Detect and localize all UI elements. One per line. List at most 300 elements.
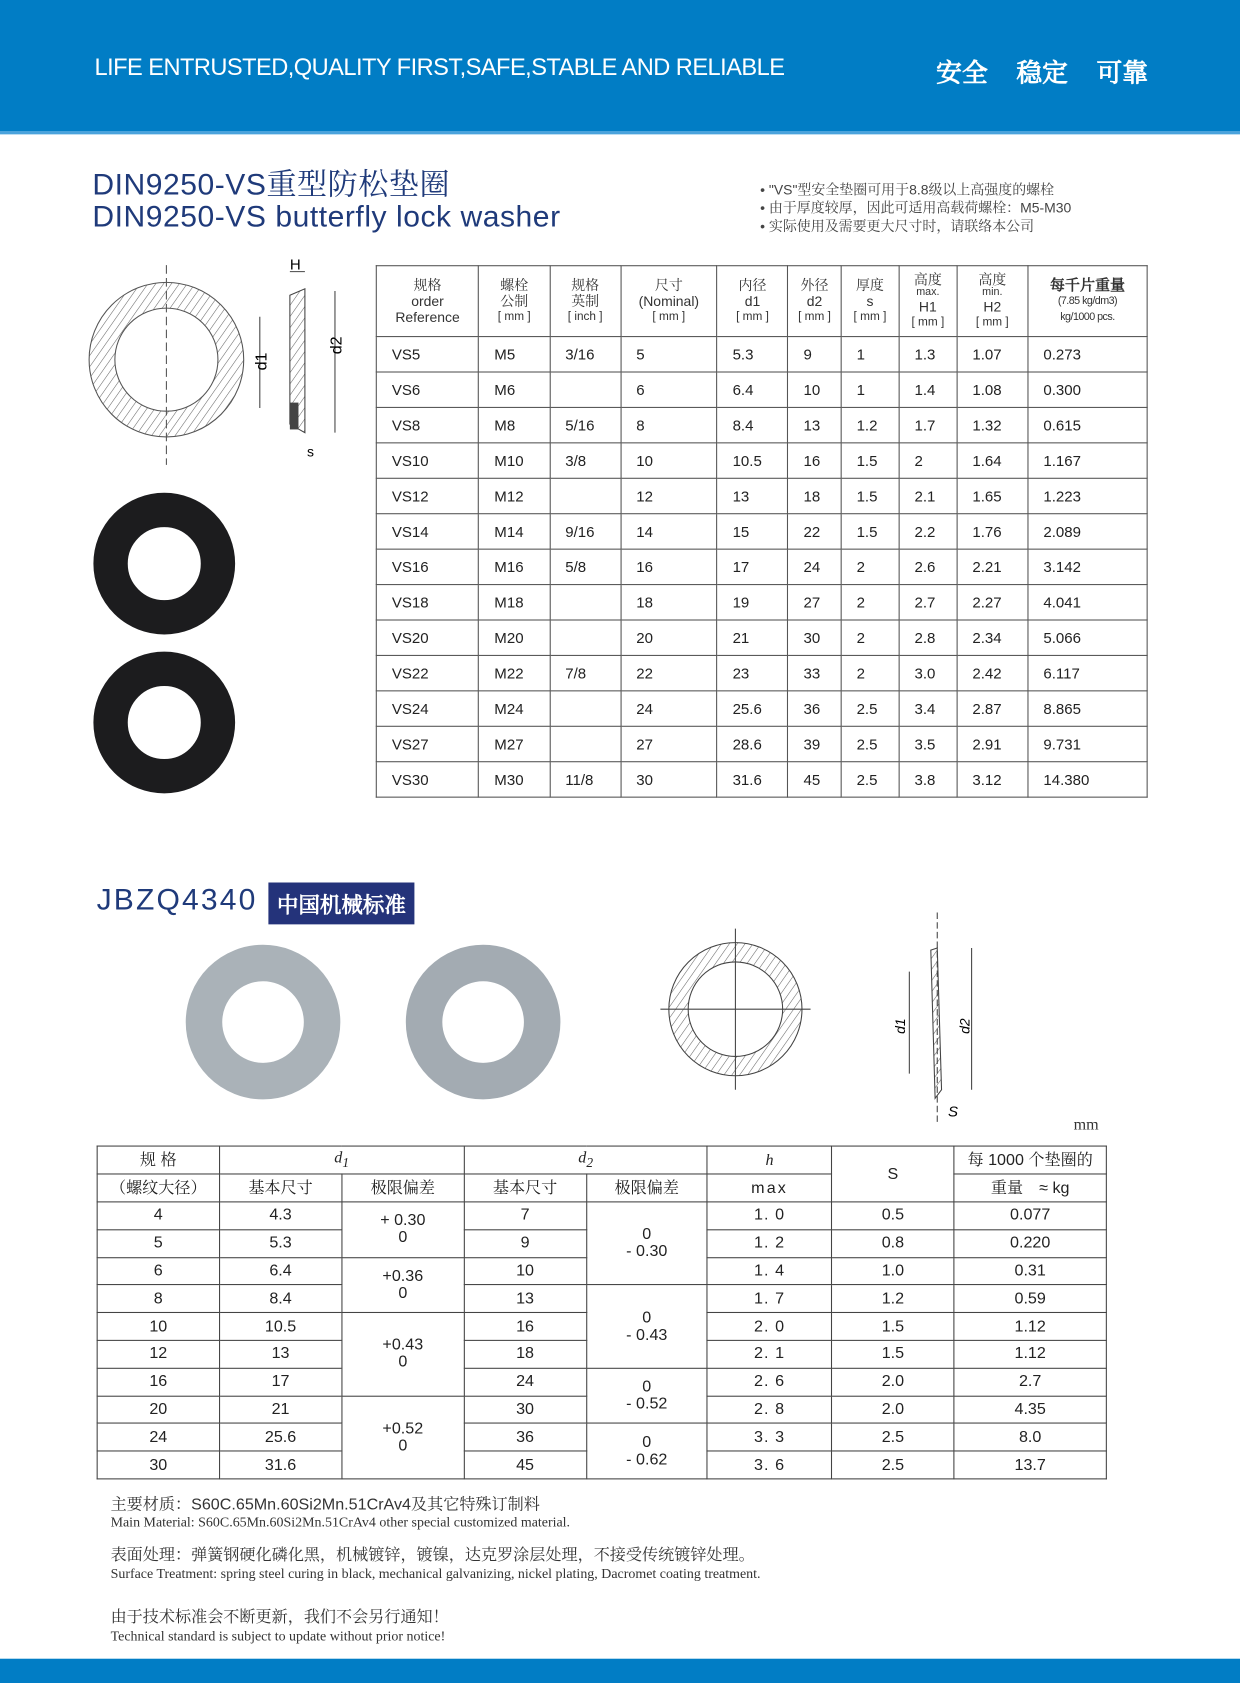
table-cell: M14: [479, 514, 550, 549]
d1-tolerance-cell: [342, 1202, 464, 1257]
s-cell: 2.0: [832, 1396, 954, 1424]
header-line: 公制: [500, 293, 529, 310]
d1-basic-cell: 13: [219, 1340, 341, 1368]
table-cell: 18: [788, 478, 841, 513]
header-line: 规格: [571, 276, 600, 294]
table-cell: 20: [621, 620, 717, 655]
table-cell: 45: [788, 762, 841, 797]
header-line: [ mm ]: [853, 310, 887, 324]
s-cell: 0.5: [832, 1202, 954, 1230]
washer-drawing: [75, 252, 365, 472]
weight-cell: 4.35: [954, 1396, 1106, 1424]
d1-basic-cell: 10.5: [219, 1313, 341, 1341]
unit-label: mm: [1073, 1116, 1099, 1134]
table-row: [97, 1423, 1106, 1451]
d1-basic-cell: 8.4: [219, 1285, 341, 1313]
weight-cell: 0.59: [954, 1285, 1106, 1313]
table-cell: 33: [788, 655, 841, 690]
table-cell: 19: [717, 585, 788, 620]
table-row: [376, 443, 1147, 478]
table-cell: 1.5: [841, 478, 899, 513]
header-line: 尺寸: [654, 276, 683, 294]
header-line: 外径: [800, 276, 829, 294]
table-cell: VS22: [376, 655, 478, 690]
header-line: 每千片重量: [1049, 275, 1126, 294]
table-cell: 9: [788, 337, 841, 372]
h-cell: 1. 7: [707, 1285, 831, 1313]
header-line: [ mm ]: [652, 310, 686, 324]
table-cell: 3/16: [550, 337, 621, 372]
table-cell: 3.0: [899, 655, 957, 690]
h-cell: 3. 3: [707, 1423, 831, 1451]
table-row: [97, 1368, 1106, 1396]
table-cell: 6: [621, 372, 717, 407]
table-cell: M27: [479, 726, 550, 761]
table-cell: 3/8: [550, 443, 621, 478]
table-cell: VS27: [376, 726, 478, 761]
spec-cell: 4: [97, 1202, 219, 1230]
d2-basic-cell: 45: [464, 1451, 586, 1479]
black-washer-photo: [91, 488, 241, 638]
tolerance-value: 0: [642, 1308, 652, 1327]
d2-basic-cell: 18: [464, 1340, 586, 1368]
d2-basic-cell: 36: [464, 1423, 586, 1451]
hdr-d2-tol: 极限偏差: [586, 1174, 707, 1202]
table-cell: 1.5: [841, 443, 899, 478]
table-cell: 2.089: [1028, 514, 1147, 549]
spec-cell: 24: [97, 1423, 219, 1451]
d2-basic-cell: 7: [464, 1202, 586, 1230]
table-cell: 28.6: [717, 726, 788, 761]
table-row: [376, 655, 1147, 690]
table-cell: [550, 726, 621, 761]
spec-cell: 16: [97, 1368, 219, 1396]
column-header: [899, 266, 957, 337]
table-cell: M30: [479, 762, 550, 797]
table-cell: 18: [621, 585, 717, 620]
table-cell: 3.5: [899, 726, 957, 761]
column-header: [957, 266, 1028, 337]
table-cell: [550, 372, 621, 407]
table-cell: VS24: [376, 691, 478, 726]
h-cell: 2. 0: [707, 1313, 831, 1341]
section1-title-cn: DIN9250-VS重型防松垫圈: [92, 167, 451, 201]
d1-basic-cell: 21: [219, 1396, 341, 1424]
s-cell: 2.5: [832, 1451, 954, 1479]
table-cell: 12: [621, 478, 717, 513]
d2-tolerance-cell: [586, 1202, 707, 1285]
d1-basic-cell: 31.6: [219, 1451, 341, 1479]
table-cell: 4.041: [1028, 585, 1147, 620]
tolerance-value: +0.43: [382, 1335, 424, 1355]
standard-code: JBZQ4340: [96, 882, 258, 916]
label-d1: d1: [892, 1018, 909, 1034]
column-header: [550, 266, 621, 337]
table-row: [376, 620, 1147, 655]
table-cell: 2.6: [899, 549, 957, 584]
column-header: [717, 266, 788, 337]
table-cell: 30: [788, 620, 841, 655]
tolerance-value: 0: [398, 1353, 408, 1372]
table-cell: 23: [717, 655, 788, 690]
surface-en: Surface Treatment: spring steel curing in black, mechanical galvanizing, nickel plating, Dacromet coating treatment.: [110, 1565, 761, 1582]
note: • 实际使用及需要更大尺寸时，请联络本公司: [760, 217, 1071, 235]
tolerance-value: +0.52: [382, 1419, 424, 1438]
h-cell: 2. 8: [707, 1396, 831, 1424]
table-cell: 22: [788, 514, 841, 549]
table-cell: 13: [717, 478, 788, 513]
table-cell: 39: [788, 726, 841, 761]
s-cell: 1.5: [832, 1313, 954, 1341]
s-cell: 1.2: [832, 1285, 954, 1313]
table-cell: 2.1: [899, 478, 957, 513]
hdr-s: S: [832, 1146, 954, 1202]
table-cell: M18: [479, 585, 550, 620]
table-cell: VS6: [376, 372, 478, 407]
table-cell: 10: [788, 372, 841, 407]
table-cell: 14.380: [1028, 762, 1147, 797]
s-cell: 1.5: [832, 1340, 954, 1368]
column-header: [479, 266, 550, 337]
table-cell: VS10: [376, 443, 478, 478]
table-cell: 1.5: [841, 514, 899, 549]
table-cell: 9.731: [1028, 726, 1147, 761]
note: • "VS"型安全垫圈可用于8.8级以上高强度的螺栓: [760, 180, 1071, 198]
table-cell: 31.6: [717, 762, 788, 797]
d2-basic-cell: 16: [464, 1313, 586, 1341]
header-line: [ mm ]: [975, 315, 1009, 329]
weight-cell: 0.31: [954, 1257, 1106, 1285]
tolerance-value: 0: [398, 1436, 408, 1455]
hdr-d1-basic: 基本尺寸: [219, 1174, 341, 1202]
table-cell: M20: [479, 620, 550, 655]
s-cell: 2.0: [832, 1368, 954, 1396]
weight-cell: 0.220: [954, 1230, 1106, 1258]
table-cell: VS8: [376, 407, 478, 442]
table-cell: 5.066: [1028, 620, 1147, 655]
table-cell: 2: [841, 655, 899, 690]
table-cell: 1.4: [899, 372, 957, 407]
jbzq-drawing: [660, 907, 993, 1132]
header-line: Reference: [395, 309, 460, 326]
spec-cell: 20: [97, 1396, 219, 1424]
d2-basic-cell: 9: [464, 1230, 586, 1258]
tolerance-value: + 0.30: [380, 1211, 426, 1230]
header-line: [ mm ]: [736, 310, 769, 324]
table-cell: VS18: [376, 585, 478, 620]
tolerance-value: +0.36: [382, 1266, 424, 1285]
hdr-d2-basic: 基本尺寸: [464, 1174, 586, 1202]
column-header: [841, 266, 899, 337]
table-cell: 2.42: [957, 655, 1028, 690]
jbzq4340-table: [97, 1146, 1107, 1480]
header-line: H1: [918, 298, 937, 315]
notice-en: Technical standard is subject to update without prior notice!: [110, 1627, 446, 1644]
d2-basic-cell: 24: [464, 1368, 586, 1396]
header-line: 螺栓: [500, 276, 529, 294]
hdr-h: h: [707, 1146, 831, 1174]
table-row: [376, 691, 1147, 726]
table-cell: 1.3: [899, 337, 957, 372]
table-cell: 0.615: [1028, 407, 1147, 442]
header-line: kg/1000 pcs.: [1060, 311, 1115, 324]
material-cn: 主要材质：S60C.65Mn.60Si2Mn.51CrAv4及其它特殊订制料: [110, 1495, 540, 1514]
black-washer-photo: [91, 647, 241, 797]
table-cell: 10: [621, 443, 717, 478]
table-cell: 1: [841, 372, 899, 407]
table-cell: M10: [479, 443, 550, 478]
hdr-d1: $d_1$: [219, 1146, 464, 1174]
note: • 由于厚度较厚，因此可适用高载荷螺栓：M5-M30: [760, 199, 1071, 217]
slogan-cn: 安全 稳定 可靠: [936, 59, 1149, 89]
din9250-table: [376, 265, 1148, 798]
table-row: [376, 726, 1147, 761]
tolerance-value: 0: [642, 1377, 652, 1396]
h-cell: 2. 1: [707, 1340, 831, 1368]
hdr-spec-sub: （螺纹大径）: [97, 1174, 219, 1202]
header-line: [ mm ]: [911, 315, 945, 329]
label-d2: d2: [956, 1018, 973, 1034]
table-row: [376, 372, 1147, 407]
label-d1: d1: [252, 352, 271, 371]
table-cell: 24: [788, 549, 841, 584]
table-cell: M5: [479, 337, 550, 372]
table-cell: 2.21: [957, 549, 1028, 584]
table-cell: 1: [841, 337, 899, 372]
tolerance-value: - 0.62: [626, 1450, 668, 1469]
table-cell: 5.3: [717, 337, 788, 372]
table-cell: 1.2: [841, 407, 899, 442]
d2-tolerance-cell: [586, 1423, 707, 1478]
table-cell: M22: [479, 655, 550, 690]
d2-basic-cell: 30: [464, 1396, 586, 1424]
hdr-hmax: max: [707, 1174, 831, 1202]
material-en: Main Material: S60C.65Mn.60Si2Mn.51CrAv4 other special customized material.: [110, 1513, 571, 1530]
table-cell: 6.4: [717, 372, 788, 407]
table-cell: 2: [899, 443, 957, 478]
table-cell: 5/16: [550, 407, 621, 442]
hdr-d1-tol: 极限偏差: [342, 1174, 464, 1202]
header-line: s: [866, 293, 874, 310]
table-cell: 16: [788, 443, 841, 478]
table-cell: 3.4: [899, 691, 957, 726]
table-cell: 22: [621, 655, 717, 690]
spec-cell: 5: [97, 1230, 219, 1258]
table-cell: 2.34: [957, 620, 1028, 655]
weight-cell: 8.0: [954, 1423, 1106, 1451]
d2-basic-cell: 13: [464, 1285, 586, 1313]
notes-list: [760, 180, 1071, 235]
table-cell: 10.5: [717, 443, 788, 478]
header-line: (7.85 kg/dm3): [1057, 295, 1118, 308]
hdr-weight: 每 1000 个垫圈的: [954, 1146, 1106, 1174]
table-cell: 3.142: [1028, 549, 1147, 584]
table-cell: 2.27: [957, 585, 1028, 620]
table-cell: 2.7: [899, 585, 957, 620]
table-cell: 14: [621, 514, 717, 549]
table-cell: 1.7: [899, 407, 957, 442]
d1-tolerance-cell: [342, 1396, 464, 1479]
tolerance-value: - 0.43: [626, 1325, 668, 1344]
notice-cn: 由于技术标准会不断更新，我们不会另行通知！: [110, 1608, 449, 1627]
weight-cell: 0.077: [954, 1202, 1106, 1230]
section1-title-en: DIN9250-VS butterfly lock washer: [92, 199, 561, 233]
header-line: [ inch ]: [567, 310, 603, 324]
table-cell: 21: [717, 620, 788, 655]
hdr-d2: $d_2$: [464, 1146, 707, 1174]
table-row: [97, 1202, 1106, 1230]
table-cell: M6: [479, 372, 550, 407]
d1-basic-cell: 25.6: [219, 1423, 341, 1451]
spec-cell: 30: [97, 1451, 219, 1479]
table-row: [97, 1285, 1106, 1313]
h-cell: 1. 2: [707, 1230, 831, 1258]
table-cell: 8.865: [1028, 691, 1147, 726]
weight-cell: 1.12: [954, 1340, 1106, 1368]
d2-tolerance-cell: [586, 1368, 707, 1423]
table-cell: 3.12: [957, 762, 1028, 797]
header-line: min.: [982, 286, 1003, 299]
table-cell: M12: [479, 478, 550, 513]
table-row: [376, 514, 1147, 549]
table-cell: 11/8: [550, 762, 621, 797]
tolerance-value: - 0.30: [626, 1242, 668, 1261]
spec-cell: 12: [97, 1340, 219, 1368]
header-line: d1: [744, 293, 761, 310]
table-cell: VS16: [376, 549, 478, 584]
weight-cell: 2.7: [954, 1368, 1106, 1396]
h-cell: 2. 6: [707, 1368, 831, 1396]
h-cell: 1. 4: [707, 1257, 831, 1285]
table-cell: 30: [621, 762, 717, 797]
s-cell: 0.8: [832, 1230, 954, 1258]
table-cell: 1.32: [957, 407, 1028, 442]
table-cell: 27: [621, 726, 717, 761]
table-cell: 17: [717, 549, 788, 584]
spec-cell: 6: [97, 1257, 219, 1285]
table-cell: 2.5: [841, 762, 899, 797]
table-cell: 0.300: [1028, 372, 1147, 407]
tolerance-value: 0: [642, 1225, 652, 1244]
hdr-spec: 规 格: [97, 1146, 219, 1174]
header-line: 高度: [913, 271, 942, 288]
table-row: [376, 407, 1147, 442]
table-cell: 2: [841, 620, 899, 655]
column-header: [1028, 266, 1147, 337]
header-line: order: [411, 293, 444, 310]
table-row: [376, 549, 1147, 584]
slogan: LIFE ENTRUSTED,QUALITY FIRST,SAFE,STABLE AND RELIABLE: [94, 53, 785, 81]
table-cell: 8.4: [717, 407, 788, 442]
table-cell: [550, 691, 621, 726]
d1-basic-cell: 6.4: [219, 1257, 341, 1285]
h-cell: 3. 6: [707, 1451, 831, 1479]
table-cell: [550, 620, 621, 655]
table-cell: [550, 478, 621, 513]
table-cell: 3.8: [899, 762, 957, 797]
header-line: 英制: [571, 293, 600, 310]
table-cell: VS30: [376, 762, 478, 797]
table-cell: M16: [479, 549, 550, 584]
table-cell: 2: [841, 585, 899, 620]
footer-bar: [0, 1659, 1240, 1683]
standard-badge: 中国机械标准: [268, 882, 414, 924]
label-s: S: [947, 1103, 959, 1121]
hdr-weight-unit: 重量 ≈ kg: [954, 1174, 1106, 1202]
table-cell: VS14: [376, 514, 478, 549]
d1-basic-cell: 5.3: [219, 1230, 341, 1258]
table-cell: 5: [621, 337, 717, 372]
d2-tolerance-cell: [586, 1285, 707, 1368]
table-row: [376, 478, 1147, 513]
table-cell: 2.91: [957, 726, 1028, 761]
header-line: H2: [983, 298, 1002, 315]
header-line: 厚度: [855, 276, 884, 294]
table-cell: 15: [717, 514, 788, 549]
table-cell: 16: [621, 549, 717, 584]
table-row: [376, 762, 1147, 797]
d1-basic-cell: 4.3: [219, 1202, 341, 1230]
table-cell: 25.6: [717, 691, 788, 726]
table-cell: VS12: [376, 478, 478, 513]
table-cell: 2.5: [841, 726, 899, 761]
header-line: 高度: [978, 271, 1007, 288]
table-cell: 1.76: [957, 514, 1028, 549]
table-cell: 9/16: [550, 514, 621, 549]
spec-cell: 8: [97, 1285, 219, 1313]
header-line: 内径: [738, 276, 767, 294]
table-cell: VS5: [376, 337, 478, 372]
table-cell: 13: [788, 407, 841, 442]
table-cell: VS20: [376, 620, 478, 655]
tolerance-value: 0: [398, 1228, 408, 1247]
tolerance-value: 0: [398, 1283, 408, 1303]
table-cell: 1.223: [1028, 478, 1147, 513]
header-line: d2: [806, 293, 823, 310]
column-header: [376, 266, 478, 337]
table-cell: 7/8: [550, 655, 621, 690]
header-line: [ mm ]: [798, 310, 831, 324]
tolerance-value: - 0.52: [626, 1394, 668, 1413]
table-cell: 2.87: [957, 691, 1028, 726]
table-cell: [550, 585, 621, 620]
spec-cell: 10: [97, 1313, 219, 1341]
label-H: H: [289, 256, 301, 274]
table-cell: 5/8: [550, 549, 621, 584]
table-cell: M8: [479, 407, 550, 442]
table-cell: 36: [788, 691, 841, 726]
weight-cell: 13.7: [954, 1451, 1106, 1479]
table-cell: 27: [788, 585, 841, 620]
table-cell: 0.273: [1028, 337, 1147, 372]
table-cell: 1.08: [957, 372, 1028, 407]
table-cell: 8: [621, 407, 717, 442]
label-d2: d2: [327, 336, 346, 355]
tolerance-value: 0: [642, 1432, 652, 1452]
table-cell: 24: [621, 691, 717, 726]
table-cell: 2.8: [899, 620, 957, 655]
d2-basic-cell: 10: [464, 1257, 586, 1285]
header-line: max.: [916, 286, 940, 299]
table-cell: 6.117: [1028, 655, 1147, 690]
table-cell: 1.65: [957, 478, 1028, 513]
table-cell: 1.64: [957, 443, 1028, 478]
table-cell: 2: [841, 549, 899, 584]
table-cell: M24: [479, 691, 550, 726]
s-cell: 1.0: [832, 1257, 954, 1285]
weight-cell: 1.12: [954, 1313, 1106, 1341]
surface-cn: 表面处理：弹簧钢硬化磷化黑，机械镀锌，镀镍，达克罗涂层处理，不接受传统镀锌处理。: [110, 1545, 755, 1565]
